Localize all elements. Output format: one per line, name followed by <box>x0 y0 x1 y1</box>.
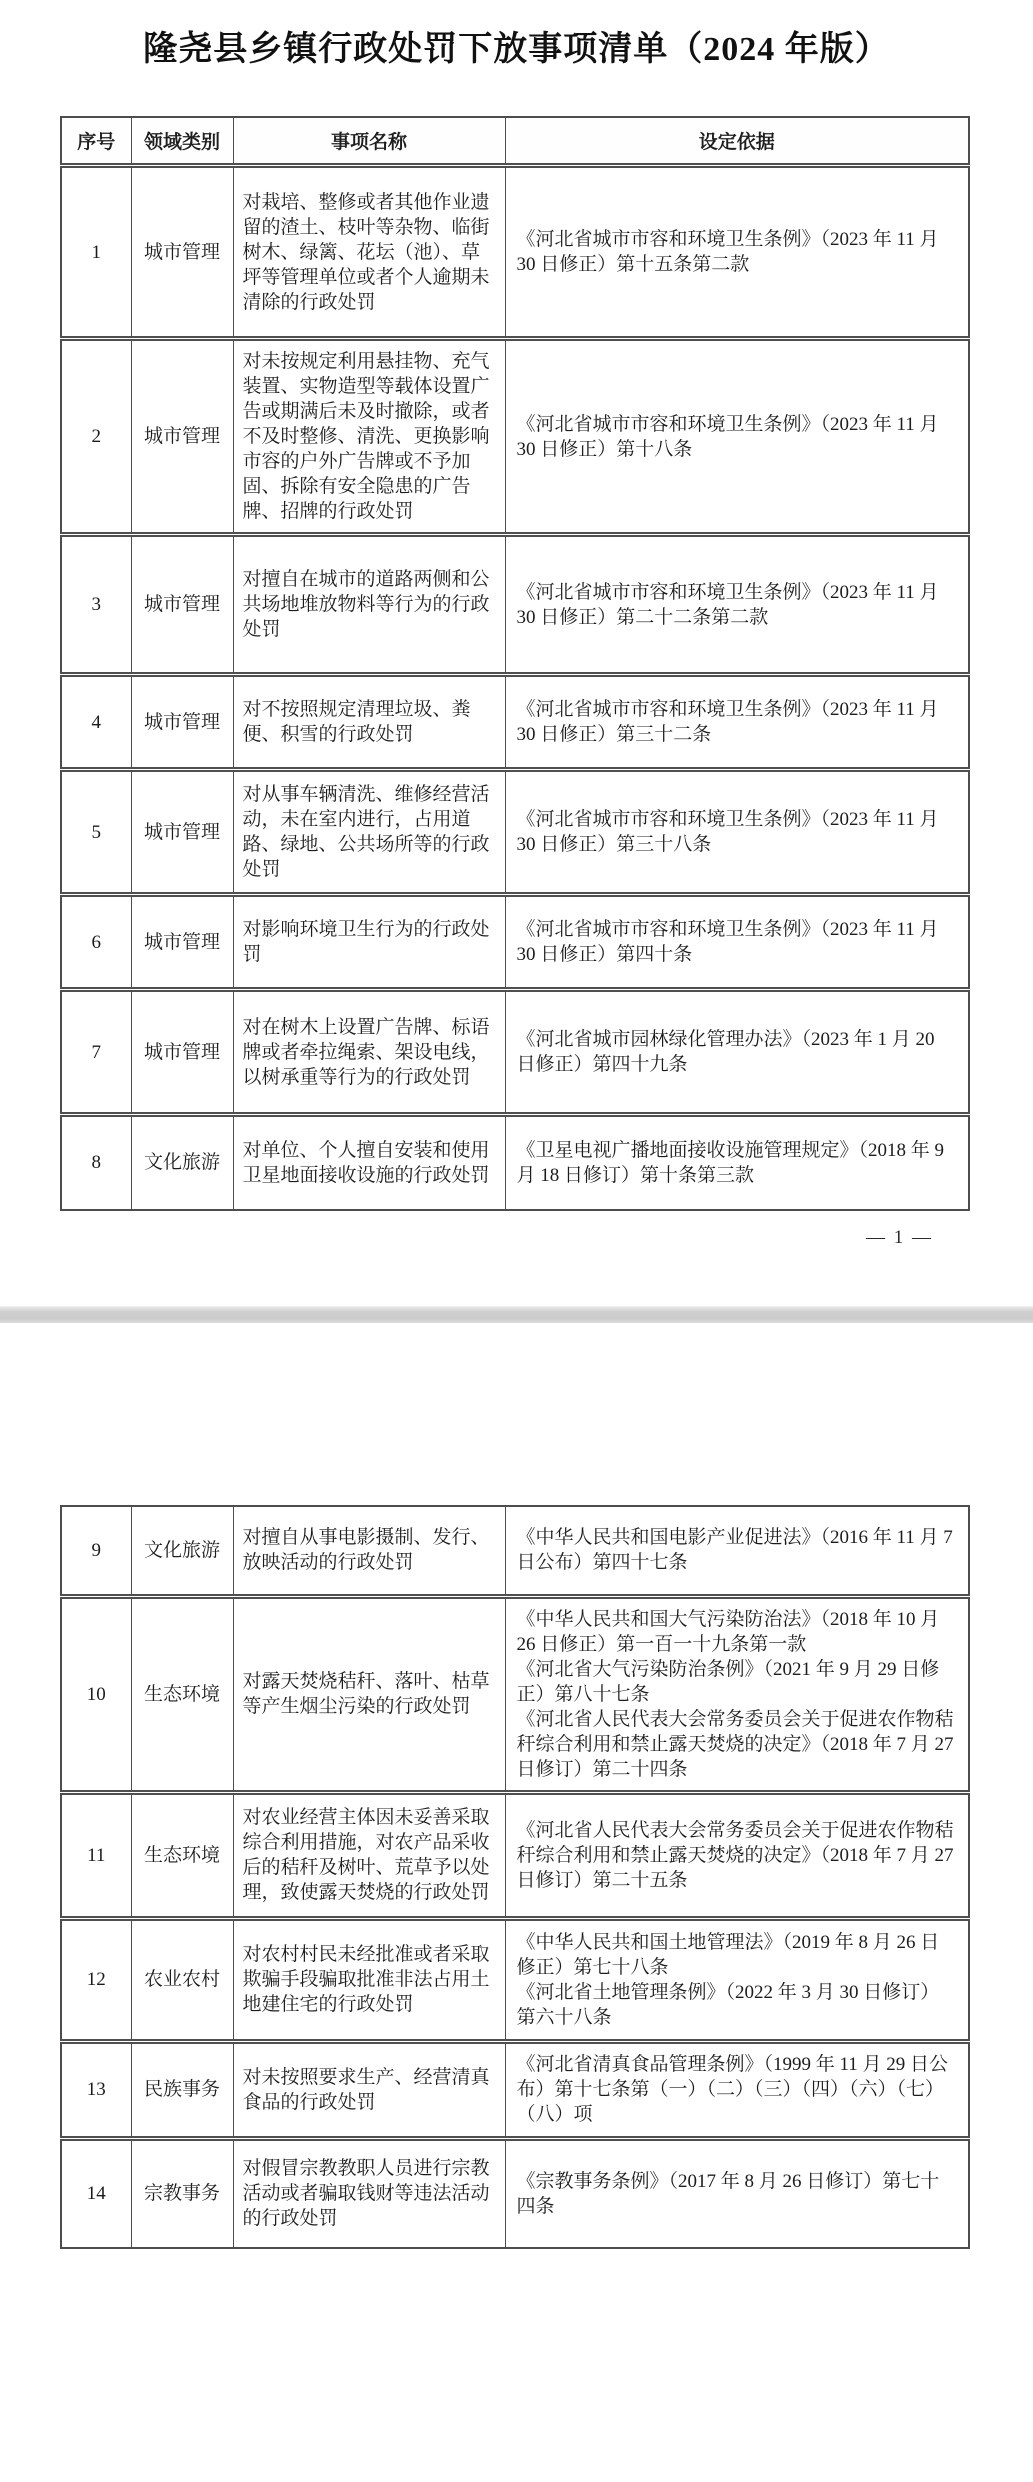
row-legal-basis-cell <box>505 166 969 339</box>
table-row <box>61 166 969 339</box>
row-seq-no-cell: 10 <box>61 1596 131 1792</box>
table-row <box>61 1918 969 2041</box>
table-row <box>61 535 969 675</box>
row-legal-basis-cell <box>505 2138 969 2248</box>
row-category-cell: 城市管理 <box>131 339 233 535</box>
row-legal-basis-cell <box>505 675 969 770</box>
legal-basis-line: 《河北省土地管理条例》（2022 年 3 月 30 日修订）第六十八条 <box>516 1981 940 2028</box>
row-legal-basis-cell <box>505 1596 969 1792</box>
row-item-name-cell: 对在树木上设置广告牌、标语牌或者牵拉绳索、架设电线，以树承重等行为的行政处罚 <box>233 990 505 1115</box>
table-row <box>61 1115 969 1210</box>
row-legal-basis-cell <box>505 1115 969 1210</box>
table-row <box>61 675 969 770</box>
row-seq-no-cell: 4 <box>61 675 131 770</box>
row-legal-basis-cell <box>505 535 969 675</box>
row-legal-basis-cell <box>505 1506 969 1596</box>
table-row <box>61 2138 969 2248</box>
row-item-name-cell: 对单位、个人擅自安装和使用卫星地面接收设施的行政处罚 <box>233 1115 505 1210</box>
legal-basis-line: 《河北省人民代表大会常务委员会关于促进农作物秸秆综合利用和禁止露天焚烧的决定》（2018 年 7 月 27 日修订）第二十四条 <box>516 1708 954 1780</box>
row-seq-no-cell: 11 <box>61 1792 131 1918</box>
header-legal-basis: 设定依据 <box>505 117 969 166</box>
table-row <box>61 1792 969 1918</box>
row-category-cell: 生态环境 <box>131 1792 233 1918</box>
row-item-name-cell: 对影响环境卫生行为的行政处罚 <box>233 895 505 990</box>
row-seq-no-cell: 12 <box>61 1918 131 2041</box>
row-category-cell: 民族事务 <box>131 2041 233 2138</box>
row-legal-basis-cell <box>505 770 969 895</box>
row-legal-basis-cell <box>505 895 969 990</box>
row-legal-basis-cell <box>505 1918 969 2041</box>
row-legal-basis-cell <box>505 990 969 1115</box>
legal-basis-line: 《河北省城市市容和环境卫生条例》（2023 年 11 月 30 日修正）第十五条第二款 <box>516 229 939 275</box>
penalty-table-page-1 <box>60 116 970 1211</box>
table-row <box>61 1506 969 1596</box>
row-category-cell: 城市管理 <box>131 895 233 990</box>
page-separator-band <box>0 1306 1033 1323</box>
row-seq-no-cell: 6 <box>61 895 131 990</box>
row-item-name-cell: 对露天焚烧秸秆、落叶、枯草等产生烟尘污染的行政处罚 <box>233 1596 505 1792</box>
row-item-name-cell: 对擅自在城市的道路两侧和公共场地堆放物料等行为的行政处罚 <box>233 535 505 675</box>
row-category-cell: 城市管理 <box>131 535 233 675</box>
row-item-name-cell: 对从事车辆清洗、维修经营活动，未在室内进行，占用道路、绿地、公共场所等的行政处罚 <box>233 770 505 895</box>
row-seq-no-cell: 7 <box>61 990 131 1115</box>
row-legal-basis-cell <box>505 1792 969 1918</box>
legal-basis-line: 《中华人民共和国电影产业促进法》（2016 年 11 月 7 日公布）第四十七条 <box>516 1527 953 1574</box>
row-category-cell: 文化旅游 <box>131 1506 233 1596</box>
row-seq-no-cell: 1 <box>61 166 131 339</box>
header-category: 领域类别 <box>131 117 233 166</box>
table-row <box>61 990 969 1115</box>
row-item-name-cell: 对未按规定利用悬挂物、充气装置、实物造型等载体设置广告或期满后未及时撤除，或者不及时整修、清洗、更换影响市容的户外广告牌或不予加固、拆除有安全隐患的广告牌、招牌的行政处罚 <box>233 339 505 535</box>
table-row <box>61 339 969 535</box>
legal-basis-line: 《河北省人民代表大会常务委员会关于促进农作物秸秆综合利用和禁止露天焚烧的决定》（2018 年 7 月 27 日修订）第二十五条 <box>516 1819 954 1891</box>
row-category-cell: 城市管理 <box>131 166 233 339</box>
row-category-cell: 城市管理 <box>131 675 233 770</box>
legal-basis-line: 《宗教事务条例》（2017 年 8 月 26 日修订）第七十四条 <box>516 2170 940 2217</box>
legal-basis-line: 《河北省城市市容和环境卫生条例》（2023 年 11 月 30 日修正）第三十八条 <box>516 809 939 855</box>
row-item-name-cell: 对栽培、整修或者其他作业遗留的渣土、枝叶等杂物、临街树木、绿篱、花坛（池）、草坪等管理单位或者个人逾期未清除的行政处罚 <box>233 166 505 339</box>
legal-basis-line: 《河北省城市市容和环境卫生条例》（2023 年 11 月 30 日修正）第二十二条第二款 <box>516 581 939 628</box>
legal-basis-line: 《河北省清真食品管理条例》（1999 年 11 月 29 日公布）第十七条第（一）（二）（三）（四）（六）（七）（八）项 <box>516 2054 949 2125</box>
row-item-name-cell: 对不按照规定清理垃圾、粪便、积雪的行政处罚 <box>233 675 505 770</box>
row-legal-basis-cell <box>505 339 969 535</box>
legal-basis-line: 《卫星电视广播地面接收设施管理规定》（2018 年 9 月 18 日修订）第十条第三款 <box>516 1139 945 1186</box>
row-category-cell: 城市管理 <box>131 770 233 895</box>
legal-basis-line: 《中华人民共和国大气污染防治法》（2018 年 10 月 26 日修正）第一百一十九条第一款 <box>516 1608 940 1655</box>
table-row <box>61 2041 969 2138</box>
row-category-cell: 城市管理 <box>131 990 233 1115</box>
document-title: 隆尧县乡镇行政处罚下放事项清单（2024 年版） <box>143 31 890 68</box>
row-legal-basis-cell <box>505 2041 969 2138</box>
row-category-cell: 生态环境 <box>131 1596 233 1792</box>
legal-basis-line: 《河北省大气污染防治条例》（2021 年 9 月 29 日修正）第八十七条 <box>516 1658 940 1705</box>
row-seq-no-cell: 14 <box>61 2138 131 2248</box>
row-seq-no-cell: 5 <box>61 770 131 895</box>
row-item-name-cell: 对农业经营主体因未妥善采取综合利用措施，对农产品采收后的秸秆及树叶、荒草予以处理，致使露天焚烧的行政处罚 <box>233 1792 505 1918</box>
table-header-row <box>61 117 969 166</box>
row-item-name-cell: 对未按照要求生产、经营清真食品的行政处罚 <box>233 2041 505 2138</box>
row-seq-no-cell: 9 <box>61 1506 131 1596</box>
row-seq-no-cell: 13 <box>61 2041 131 2138</box>
legal-basis-line: 《河北省城市园林绿化管理办法》（2023 年 1 月 20 日修正）第四十九条 <box>516 1029 935 1075</box>
legal-basis-line: 《河北省城市市容和环境卫生条例》（2023 年 11 月 30 日修正）第三十二条 <box>516 699 939 745</box>
table-row <box>61 770 969 895</box>
table-row <box>61 895 969 990</box>
row-seq-no-cell: 8 <box>61 1115 131 1210</box>
row-seq-no-cell: 2 <box>61 339 131 535</box>
penalty-table-page-2 <box>60 1505 970 2249</box>
row-category-cell: 文化旅游 <box>131 1115 233 1210</box>
table-row <box>61 1596 969 1792</box>
row-seq-no-cell: 3 <box>61 535 131 675</box>
row-item-name-cell: 对擅自从事电影摄制、发行、放映活动的行政处罚 <box>233 1506 505 1596</box>
header-seq-no: 序号 <box>61 117 131 166</box>
header-item-name: 事项名称 <box>233 117 505 166</box>
row-item-name-cell: 对农村村民未经批准或者采取欺骗手段骗取批准非法占用土地建住宅的行政处罚 <box>233 1918 505 2041</box>
legal-basis-line: 《河北省城市市容和环境卫生条例》（2023 年 11 月 30 日修正）第十八条 <box>516 413 939 460</box>
legal-basis-line: 《中华人民共和国土地管理法》（2019 年 8 月 26 日修正）第七十八条 <box>516 1931 940 1978</box>
page-number: — 1 — <box>866 1226 933 1248</box>
legal-basis-line: 《河北省城市市容和环境卫生条例》（2023 年 11 月 30 日修正）第四十条 <box>516 919 939 965</box>
row-category-cell: 农业农村 <box>131 1918 233 2041</box>
row-item-name-cell: 对假冒宗教教职人员进行宗教活动或者骗取钱财等违法活动的行政处罚 <box>233 2138 505 2248</box>
row-category-cell: 宗教事务 <box>131 2138 233 2248</box>
page-2 <box>0 1505 1033 2482</box>
